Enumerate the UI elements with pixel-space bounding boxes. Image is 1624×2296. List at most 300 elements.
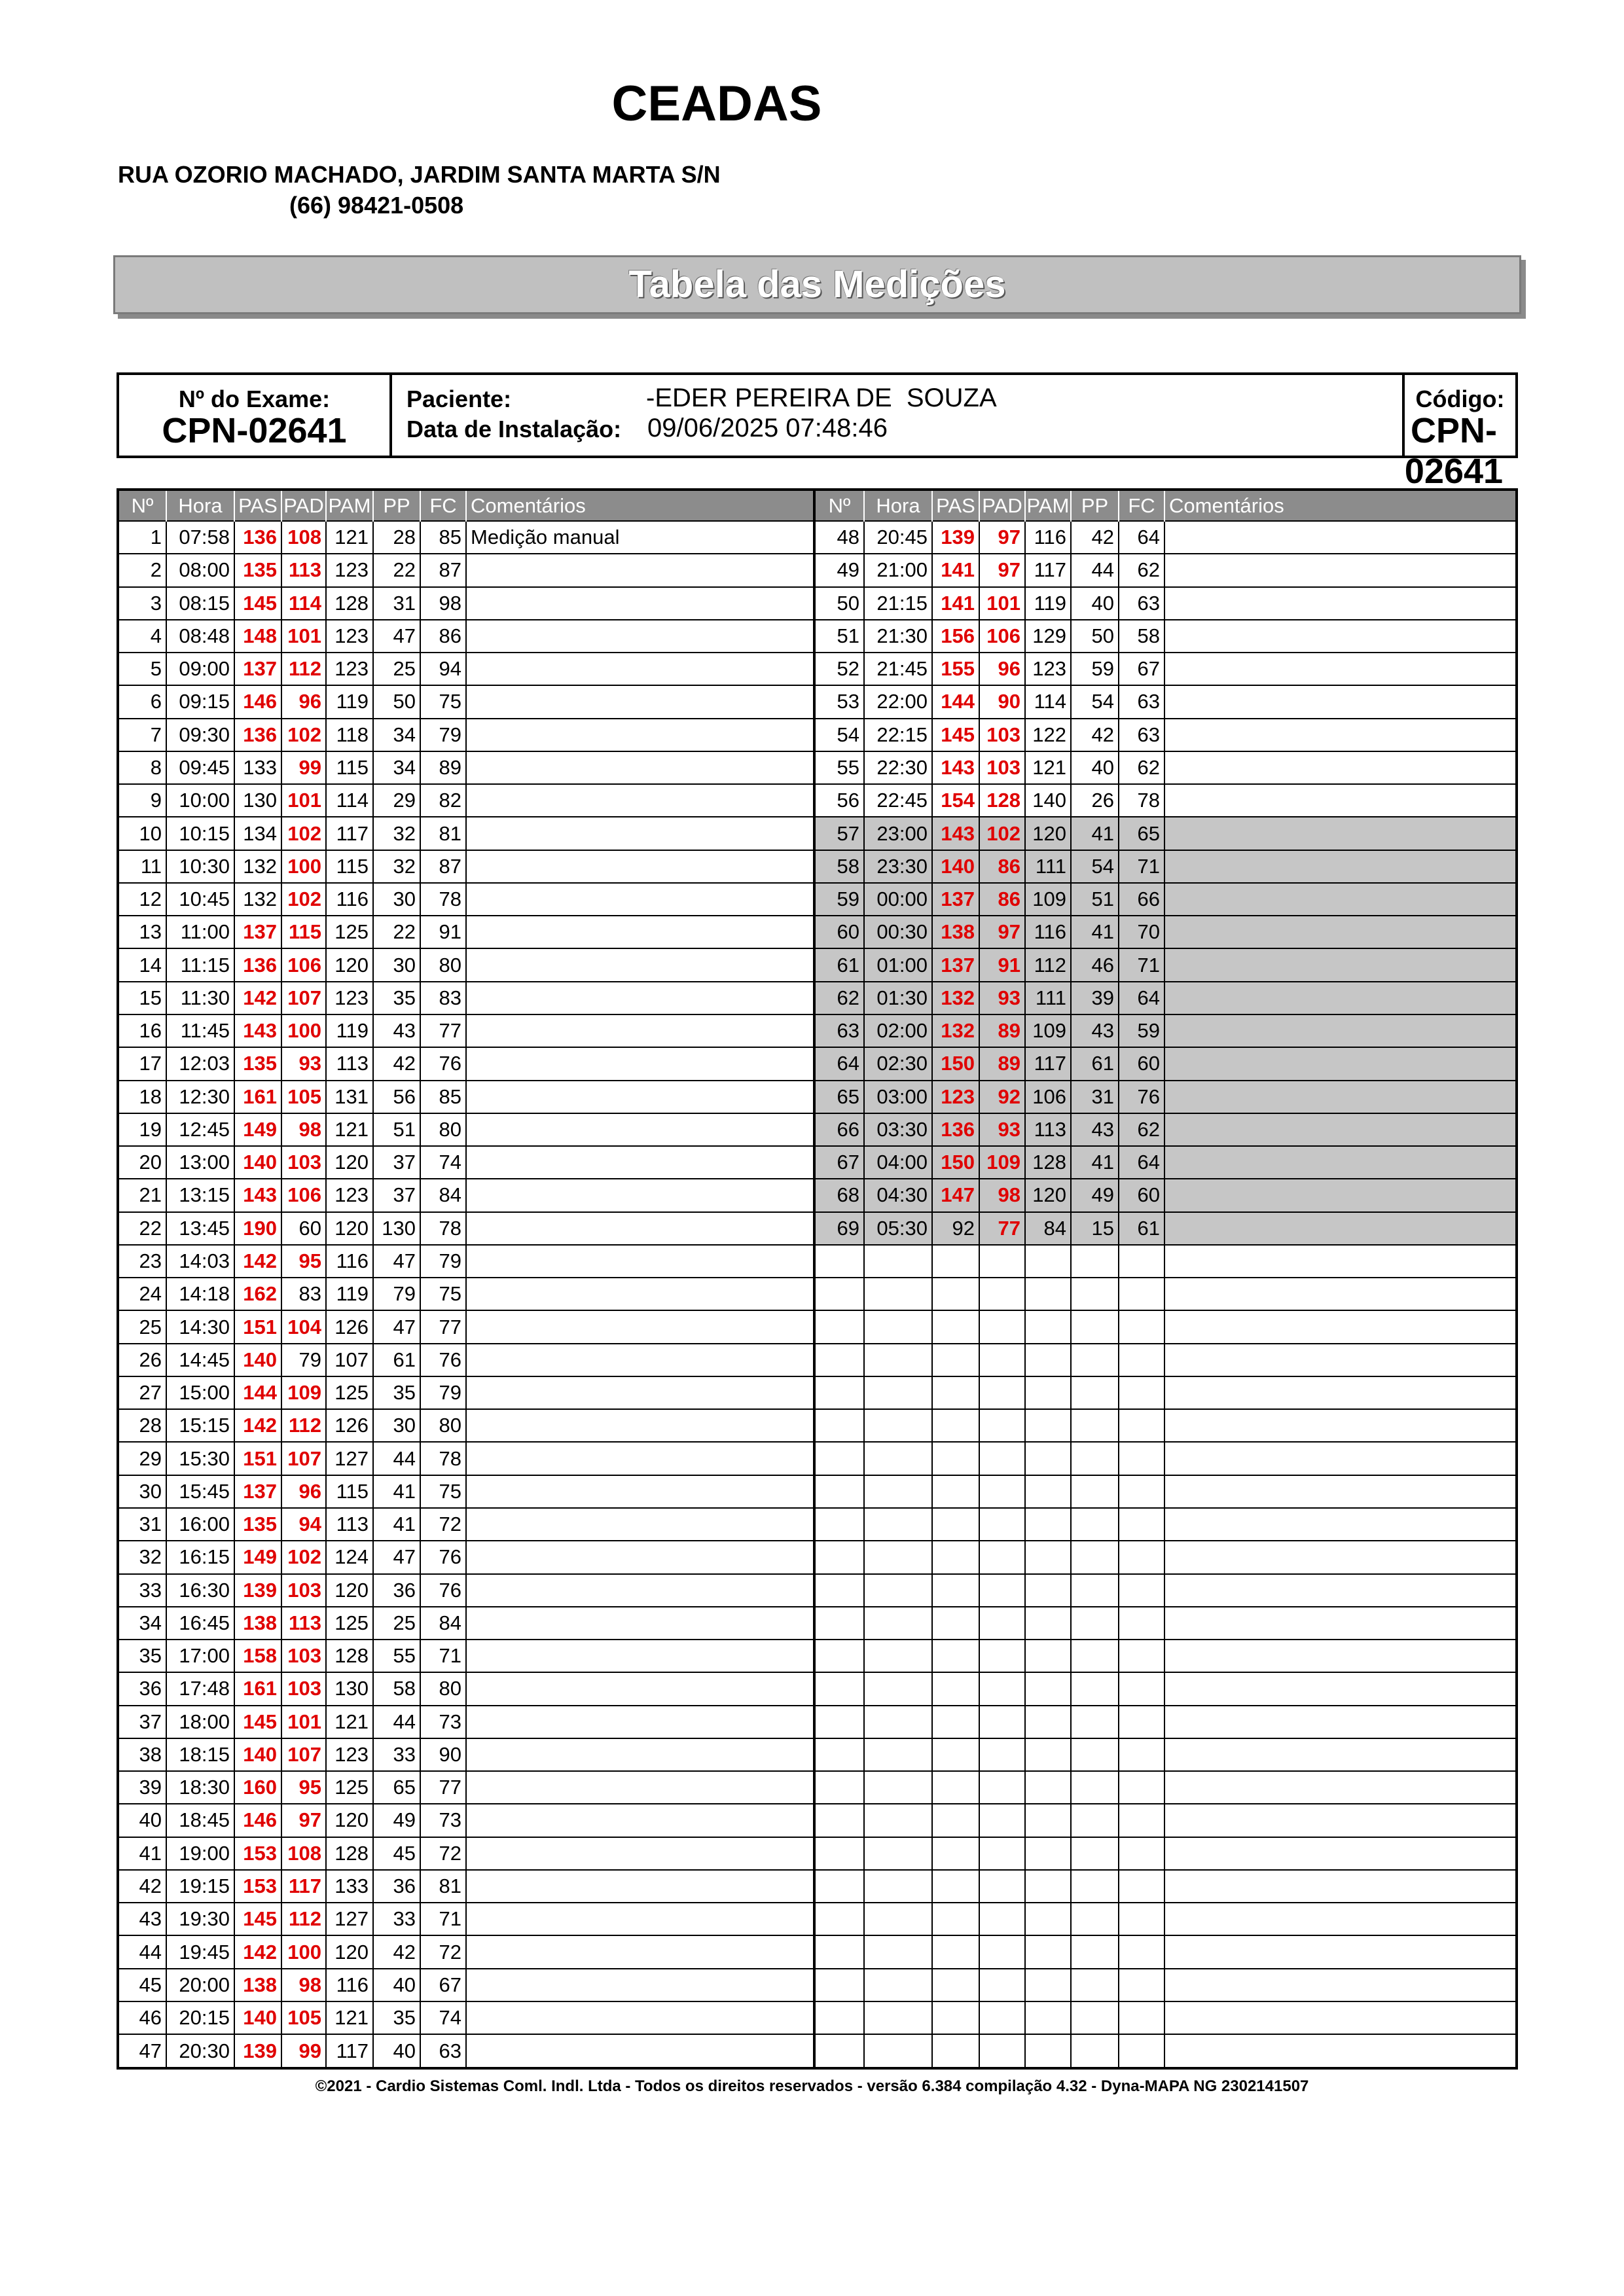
cell-number: 11 [119,850,166,883]
cell-time: 18:45 [166,1804,234,1837]
cell-fc [1119,1541,1164,1573]
table-row-empty [816,1245,1515,1278]
cell-pad: 96 [979,653,1025,685]
cell-comment [1164,1047,1515,1080]
cell-pam: 121 [326,2001,373,2034]
section-banner [113,255,1521,314]
cell-comment [1164,1903,1515,1935]
table-row [816,521,1515,554]
cell-fc: 76 [1119,1081,1164,1113]
col-header-time: Hora [166,491,234,521]
cell-comment [1164,1969,1515,2001]
cell-comment [466,883,814,916]
cell-pas: 143 [234,1014,281,1047]
cell-pad: 96 [281,685,326,718]
exam-number-value: CPN-02641 [162,411,347,450]
cell-time: 10:00 [166,784,234,817]
cell-pad: 86 [979,850,1025,883]
cell-fc [1119,1771,1164,1804]
cell-pad: 99 [281,751,326,784]
cell-fc: 64 [1119,521,1164,554]
table-row-empty [816,1475,1515,1508]
cell-time: 00:30 [864,916,932,948]
cell-pad [979,1706,1025,1738]
cell-time: 17:48 [166,1672,234,1705]
table-row [119,1409,814,1442]
cell-pam: 125 [326,916,373,948]
cell-pp [1071,1310,1119,1343]
cell-comment [466,1344,814,1376]
cell-time: 13:15 [166,1179,234,1211]
cell-pam: 130 [326,1672,373,1705]
cell-comment [466,850,814,883]
lab-address: RUA OZORIO MACHADO, JARDIM SANTA MARTA S/N [118,161,721,188]
cell-fc: 94 [420,653,466,685]
cell-pas: 145 [234,587,281,620]
cell-time [864,1344,932,1376]
cell-pam: 119 [326,1014,373,1047]
cell-pad: 101 [281,620,326,653]
table-row [816,1014,1515,1047]
cell-fc: 86 [420,620,466,653]
cell-pad: 100 [281,850,326,883]
cell-number: 37 [119,1706,166,1738]
cell-pas: 140 [234,1344,281,1376]
cell-comment [1164,1376,1515,1409]
cell-comment [466,1870,814,1903]
cell-pp: 41 [1071,1146,1119,1179]
table-row [119,1310,814,1343]
cell-comment [466,1607,814,1640]
cell-pp: 41 [373,1475,420,1508]
cell-pp: 26 [1071,784,1119,817]
cell-time [864,1409,932,1442]
table-row [816,1047,1515,1080]
banner-title: Tabela das Medições [628,263,1006,306]
cell-fc: 77 [420,1771,466,1804]
table-row [816,653,1515,685]
cell-pad: 98 [979,1179,1025,1211]
cell-pam: 125 [326,1376,373,1409]
cell-time: 19:15 [166,1870,234,1903]
cell-pam: 125 [326,1607,373,1640]
cell-time [864,1935,932,1968]
cell-comment [1164,1245,1515,1278]
cell-pad: 97 [281,1804,326,1837]
cell-number: 39 [119,1771,166,1804]
cell-pas: 143 [932,751,979,784]
cell-fc [1119,1574,1164,1607]
cell-pad [979,1245,1025,1278]
cell-pas [932,1640,979,1672]
cell-time: 00:00 [864,883,932,916]
table-row [816,1081,1515,1113]
cell-comment [466,1047,814,1080]
cell-pas [932,1706,979,1738]
cell-pam [1025,1771,1071,1804]
cell-comment [466,1081,814,1113]
cell-fc: 84 [420,1607,466,1640]
cell-pam [1025,2034,1071,2067]
cell-fc: 73 [420,1706,466,1738]
cell-number: 65 [816,1081,864,1113]
cell-number: 32 [119,1541,166,1573]
cell-number: 7 [119,719,166,751]
cell-pp [1071,1903,1119,1935]
cell-comment [466,1113,814,1146]
patient-name: -EDER PEREIRA DE SOUZA [646,384,997,412]
cell-time: 08:00 [166,554,234,586]
cell-number: 8 [119,751,166,784]
cell-pas: 161 [234,1672,281,1705]
cell-pad: 86 [979,883,1025,916]
cell-pas: 144 [932,685,979,718]
cell-comment [466,1475,814,1508]
cell-pp [1071,1870,1119,1903]
cell-pad [979,1607,1025,1640]
cell-comment [466,1179,814,1211]
cell-pp: 25 [373,1607,420,1640]
cell-pam: 123 [326,1179,373,1211]
cell-pp: 54 [1071,850,1119,883]
cell-pam: 119 [326,1278,373,1310]
cell-pp: 28 [373,521,420,554]
cell-fc [1119,1903,1164,1935]
cell-pad: 98 [281,1113,326,1146]
cell-pas: 142 [234,1245,281,1278]
cell-pam: 117 [326,817,373,850]
cell-comment [1164,1409,1515,1442]
col-header-pam: PAM [1025,491,1071,521]
cell-comment [466,1310,814,1343]
cell-pp [1071,1475,1119,1508]
cell-time: 21:45 [864,653,932,685]
cell-pp [1071,1935,1119,1968]
cell-pam: 140 [1025,784,1071,817]
cell-pas [932,1376,979,1409]
table-row [119,1212,814,1245]
cell-pp: 32 [373,850,420,883]
cell-pas [932,1771,979,1804]
cell-time: 09:15 [166,685,234,718]
cell-fc: 78 [420,1442,466,1475]
cell-fc: 87 [420,554,466,586]
cell-comment [466,1640,814,1672]
cell-time: 22:30 [864,751,932,784]
cell-time: 12:30 [166,1081,234,1113]
cell-time: 11:30 [166,982,234,1014]
cell-pas: 156 [932,620,979,653]
cell-pam: 84 [1025,1212,1071,1245]
cell-time [864,1442,932,1475]
cell-number: 34 [119,1607,166,1640]
cell-pad: 97 [979,554,1025,586]
cell-time: 11:00 [166,916,234,948]
cell-pam: 128 [326,1640,373,1672]
cell-pam: 120 [326,1935,373,1968]
cell-time: 15:45 [166,1475,234,1508]
cell-pas: 136 [234,719,281,751]
cell-pam: 109 [1025,883,1071,916]
cell-comment [466,1706,814,1738]
cell-pam [1025,1607,1071,1640]
cell-pas: 154 [932,784,979,817]
cell-number: 63 [816,1014,864,1047]
cell-pp: 40 [373,1969,420,2001]
cell-comment [466,1574,814,1607]
cell-pas: 139 [234,2034,281,2067]
cell-pam: 121 [326,1113,373,1146]
cell-number: 1 [119,521,166,554]
cell-pam: 128 [326,1837,373,1870]
col-header-comments: Comentários [1164,491,1515,521]
cell-pp: 22 [373,554,420,586]
cell-pas [932,1738,979,1771]
cell-comment [1164,653,1515,685]
cell-time: 13:00 [166,1146,234,1179]
cell-number [816,1442,864,1475]
cell-pas [932,1409,979,1442]
cell-number: 57 [816,817,864,850]
cell-comment [466,982,814,1014]
table-row-empty [816,1278,1515,1310]
cell-pp [1071,1442,1119,1475]
cell-time: 05:30 [864,1212,932,1245]
cell-number: 51 [816,620,864,653]
cell-pp: 44 [373,1442,420,1475]
cell-pp: 34 [373,719,420,751]
table-row [119,1903,814,1935]
col-header-comments: Comentários [466,491,814,521]
cell-fc [1119,1640,1164,1672]
cell-pam [1025,1706,1071,1738]
cell-pp: 33 [373,1903,420,1935]
cell-comment [1164,1706,1515,1738]
cell-fc: 66 [1119,883,1164,916]
cell-time: 16:30 [166,1574,234,1607]
cell-fc: 71 [1119,948,1164,981]
cell-pas: 146 [234,1804,281,1837]
cell-pad: 108 [281,521,326,554]
cell-number: 45 [119,1969,166,2001]
cell-pp: 30 [373,1409,420,1442]
cell-pp: 55 [373,1640,420,1672]
cell-comment [466,751,814,784]
table-row [119,948,814,981]
cell-pas: 139 [932,521,979,554]
cell-pam: 106 [1025,1081,1071,1113]
cell-pad [979,2001,1025,2034]
table-row [119,1771,814,1804]
cell-time: 17:00 [166,1640,234,1672]
cell-pad: 101 [281,1706,326,1738]
cell-fc: 63 [1119,587,1164,620]
cell-pad: 97 [979,521,1025,554]
col-header-pp: PP [373,491,420,521]
cell-pad [979,1376,1025,1409]
cell-fc [1119,1738,1164,1771]
cell-pam: 117 [326,2034,373,2067]
cell-fc: 63 [420,2034,466,2067]
cell-pam: 120 [326,1804,373,1837]
cell-pp: 44 [373,1706,420,1738]
table-row [119,2001,814,2034]
cell-pad: 104 [281,1310,326,1343]
cell-fc: 80 [420,948,466,981]
cell-time: 21:00 [864,554,932,586]
patient-cell [392,375,1405,456]
table-row-empty [816,1771,1515,1804]
cell-pam [1025,1640,1071,1672]
cell-fc: 71 [420,1903,466,1935]
table-row [119,751,814,784]
cell-time: 04:30 [864,1179,932,1211]
cell-pad: 102 [281,817,326,850]
cell-pam [1025,1409,1071,1442]
cell-number: 6 [119,685,166,718]
table-row [119,850,814,883]
cell-fc [1119,1508,1164,1541]
cell-pp [1071,1771,1119,1804]
table-row [119,1146,814,1179]
cell-pad [979,1804,1025,1837]
cell-pp [1071,1508,1119,1541]
cell-time: 11:45 [166,1014,234,1047]
cell-number [816,1640,864,1672]
cell-number [816,1475,864,1508]
cell-time [864,1738,932,1771]
table-row-empty [816,1969,1515,2001]
cell-pad [979,1837,1025,1870]
cell-pp: 35 [373,982,420,1014]
cell-pas [932,1935,979,1968]
cell-pam: 121 [1025,751,1071,784]
cell-comment [1164,719,1515,751]
cell-comment [466,1903,814,1935]
table-row [119,2034,814,2067]
cell-time [864,1574,932,1607]
cell-fc [1119,1706,1164,1738]
cell-pad: 103 [281,1574,326,1607]
cell-pad: 103 [281,1640,326,1672]
cell-time: 12:03 [166,1047,234,1080]
cell-comment [1164,1179,1515,1211]
cell-pas: 155 [932,653,979,685]
cell-pas: 137 [234,916,281,948]
cell-pas [932,2001,979,2034]
cell-time: 09:30 [166,719,234,751]
cell-comment [1164,1870,1515,1903]
cell-number: 10 [119,817,166,850]
cell-number: 36 [119,1672,166,1705]
cell-pp: 79 [373,1278,420,1310]
cell-number: 40 [119,1804,166,1837]
cell-pam [1025,1541,1071,1573]
cell-pam [1025,1969,1071,2001]
cell-pp: 41 [1071,817,1119,850]
cell-pp: 47 [373,1245,420,1278]
cell-pas: 147 [932,1179,979,1211]
table-row [816,1146,1515,1179]
cell-comment [1164,1804,1515,1837]
cell-comment [1164,1278,1515,1310]
cell-time: 19:30 [166,1903,234,1935]
cell-pam: 120 [326,1212,373,1245]
cell-pad [979,1409,1025,1442]
cell-pam: 113 [326,1508,373,1541]
cell-pas [932,1508,979,1541]
cell-pas: 140 [234,1738,281,1771]
cell-number: 17 [119,1047,166,1080]
cell-number [816,1771,864,1804]
cell-comment [466,1014,814,1047]
cell-number [816,1607,864,1640]
cell-number: 41 [119,1837,166,1870]
cell-comment [466,1771,814,1804]
cell-pad: 93 [979,1113,1025,1146]
cell-comment [466,817,814,850]
cell-pam: 117 [1025,1047,1071,1080]
cell-pam [1025,1738,1071,1771]
col-header-number: Nº [816,491,864,521]
cell-time: 13:45 [166,1212,234,1245]
measurements-table [117,488,1518,2070]
cell-time: 09:00 [166,653,234,685]
cell-time [864,1640,932,1672]
cell-pad [979,1344,1025,1376]
cell-pam: 114 [1025,685,1071,718]
cell-pad: 109 [281,1376,326,1409]
cell-pad [979,1541,1025,1573]
cell-fc: 63 [1119,685,1164,718]
cell-pam [1025,1935,1071,1968]
table-row [119,1475,814,1508]
cell-pas: 142 [234,1935,281,1968]
cell-pp: 25 [373,653,420,685]
cell-pam [1025,1672,1071,1705]
cell-fc: 62 [1119,554,1164,586]
cell-comment [466,1278,814,1310]
cell-pas: 92 [932,1212,979,1245]
cell-pad [979,1903,1025,1935]
table-row [816,883,1515,916]
cell-pas: 161 [234,1081,281,1113]
cell-fc [1119,1837,1164,1870]
footer-copyright: ©2021 - Cardio Sistemas Coml. Indl. Ltda - Todos os direitos reservados - versão 6.384 compilação 4.32 - Dyna-MAPA NG 2302141507 [315,2077,1309,2095]
cell-pad: 89 [979,1047,1025,1080]
cell-pam: 111 [1025,982,1071,1014]
cell-time: 12:45 [166,1113,234,1146]
cell-pas: 133 [234,751,281,784]
cell-fc: 85 [420,521,466,554]
table-row [119,1804,814,1837]
cell-comment [1164,982,1515,1014]
cell-pas: 142 [234,982,281,1014]
table-row [119,1672,814,1705]
cell-comment [466,1969,814,2001]
cell-pam [1025,1870,1071,1903]
cell-pas: 138 [234,1969,281,2001]
cell-pam: 119 [326,685,373,718]
col-header-time: Hora [864,491,932,521]
cell-comment [1164,1344,1515,1376]
cell-pam [1025,1442,1071,1475]
cell-time: 19:00 [166,1837,234,1870]
cell-number: 60 [816,916,864,948]
cell-pad [979,1640,1025,1672]
cell-pp: 33 [373,1738,420,1771]
cell-pas: 141 [932,554,979,586]
